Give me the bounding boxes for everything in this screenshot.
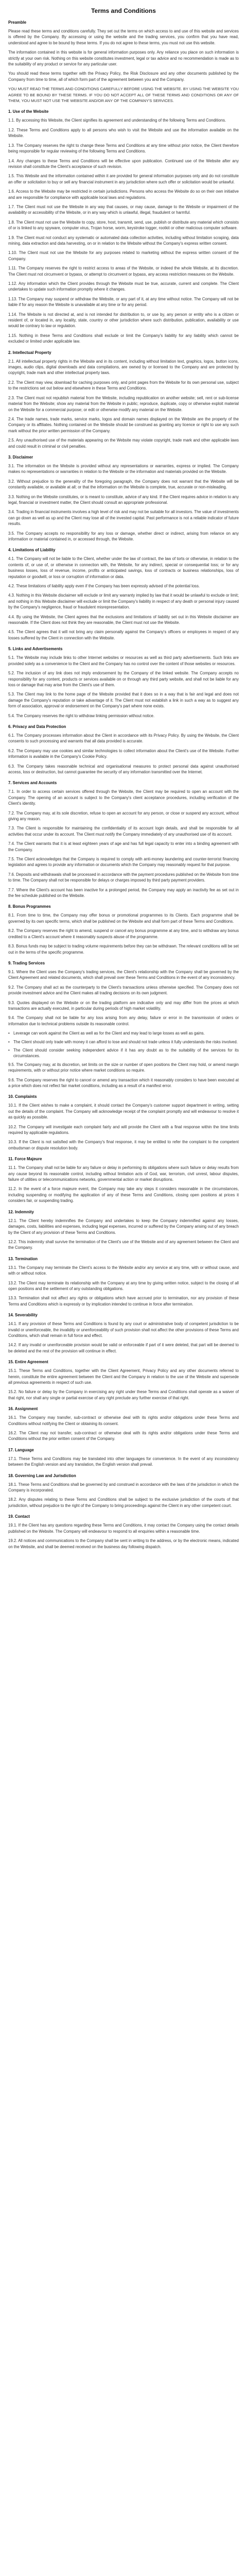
paragraph: 7.3. The Client is responsible for maintaining the confidentiality of its account login details, and shall be responsible for all activities that occur under its account. The Client must notify the Company immediately of any unauthorised use of its account. bbox=[8, 826, 239, 837]
section-heading: 18. Governing Law and Jurisdiction bbox=[8, 1473, 76, 1478]
section-heading: 5. Links and Advertisements bbox=[8, 647, 63, 652]
paragraph: 3.2. Without prejudice to the generality of the foregoing paragraph, the Company does not warrant that the Website will be constantly available, or available at all; or that the information on the Website is complete, true, accurate or non-misleading. bbox=[8, 479, 239, 490]
paragraph: You should read these terms together with the Privacy Policy, the Risk Disclosure and any other documents published by the Company from time to time, all of which form part of the agreement between you and the Company. bbox=[8, 71, 239, 82]
bullet-item: • The Client should only trade with money it can afford to lose and should not trade unless it fully understands the risks involved. bbox=[8, 1039, 239, 1045]
paragraph: 1.7. The Client must not use the Website in any way that causes, or may cause, damage to the Website or impairment of the availability or accessibility of the Website, or in any way which is unlawful, illegal, fraudulent or harmful. bbox=[8, 204, 239, 215]
section-heading: 8. Bonus Programmes bbox=[8, 904, 51, 909]
section-heading: 12. Indemnity bbox=[8, 1209, 34, 1214]
paragraph: 12.1. The Client hereby indemnifies the Company and undertakes to keep the Company indemnified against any losses, damages, costs, liabilities and expenses, including legal expenses, incurred or suffered by the Company arising out of any breach by the Client of any provision of these Terms and Conditions. bbox=[8, 1218, 239, 1235]
paragraph: The information contained in this website is for general information purposes only. Any reliance you place on such information is strictly at your own risk. Nothing on this website constitutes investment, legal or tax advice and no recommendation is made as to the suitability of any product or service for any particular user. bbox=[8, 50, 239, 67]
section-heading: 9. Trading Services bbox=[8, 960, 45, 965]
paragraph: 1.8. The Client must not use the Website to copy, store, host, transmit, send, use, publish or distribute any material which consists of or is linked to any spyware, computer virus, Trojan horse, worm, keystroke logger, rootkit or other malicious computer software. bbox=[8, 219, 239, 231]
paragraph: 10.3. If the Client is not satisfied with the Company's final response, it may be entitled to refer the complaint to the competent ombudsman or dispute resolution body. bbox=[8, 1140, 239, 1150]
paragraph: 2.5. Any unauthorised use of the materials appearing on the Website may violate copyright, trade mark and other applicable laws and could result in criminal or civil penalties. bbox=[8, 438, 239, 449]
section-heading: 7. Services and Accounts bbox=[8, 781, 57, 786]
paragraph: 18.2. Any disputes relating to these Terms and Conditions shall be subject to the exclusive jurisdiction of the courts of that jurisdiction, without prejudice to the right of the Company to bring proceedings against the Client in any other competent court. bbox=[8, 1497, 239, 1508]
paragraph: 5.2. The inclusion of any link does not imply endorsement by the Company of the linked website. The Company accepts no responsibility for any content, products or services available on or through any third party website, and shall not be liable for any loss or damage that may arise from the Client's use of them. bbox=[8, 671, 239, 687]
paragraph: 2.3. The Client must not republish material from the Website, including republication on another website; sell, rent or sub-license material from the Website; show any material from the Website in public; reproduce, duplicate, copy or otherwise exploit material on the Website for a commercial purpose; or edit or otherwise modify any material on the Website. bbox=[8, 395, 239, 412]
paragraph: 1.15. Nothing in these Terms and Conditions shall exclude or limit the Company's liability for any liability which cannot be excluded or limited under applicable law. bbox=[8, 333, 239, 344]
paragraph: 8.2. The Company reserves the right to amend, suspend or cancel any bonus programme at any time, and to withdraw any bonus credited to a Client's account where it reasonably suspects abuse of the programme. bbox=[8, 928, 239, 939]
paragraph: 6.3. The Company takes reasonable technical and organisational measures to protect personal data against unauthorised access, loss or destruction, but cannot guarantee the security of any information transmitted over the Internet. bbox=[8, 764, 239, 774]
paragraph: 1.4. Any changes to these Terms and Conditions will be effective upon publication. Continued use of the Website after any revision shall constitute the Client's acceptance of such revision. bbox=[8, 158, 239, 169]
paragraph: Please read these terms and conditions carefully. They set out the terms on which access to and use of this website and services is offered by the Company. By accessing or using the website and the trading services, you confirm that you have read, understood and agree to be bound by these terms. If you do not agree to these terms, you must not use this website. bbox=[8, 29, 239, 45]
paragraph: 9.4. The Company shall not be liable for any loss arising from any delay, failure or error in the transmission of orders or information due to technical problems outside its reasonable control. bbox=[8, 1015, 239, 1026]
paragraph: 17.1. These Terms and Conditions may be translated into other languages for convenience. In the event of any inconsistency between the English version and any translation, the English version shall prevail. bbox=[8, 1456, 239, 1467]
paragraph: 9.6. The Company reserves the right to cancel or amend any transaction which it reasonably considers to have been executed at a price which does not reflect fair market conditions, including as a result of a manifest error. bbox=[8, 1077, 239, 1088]
paragraph: 1.6. Access to the Website may be restricted in certain jurisdictions. Persons who access the Website do so on their own initiative and are responsible for compliance with applicable local laws and regulations. bbox=[8, 189, 239, 200]
paragraph: 6.2. The Company may use cookies and similar technologies to collect information about the Client's use of the Website. Further information is available in the Company's Cookie Policy. bbox=[8, 748, 239, 759]
paragraph: 1.5. This Website and the information contained within it are provided for general information purposes only and do not constitute an offer or solicitation to buy or sell any financial instrument in any jurisdiction where such offer or solicitation would be unlawful. bbox=[8, 174, 239, 184]
paragraph: 4.1. The Company will not be liable to the Client, whether under the law of contract, the law of torts or otherwise, in relation to the contents of, or use of, or otherwise in connection with, the Website, for any indirect, special or consequential loss; or for any business losses, loss of revenue, income, profits or anticipated savings, loss of contracts or business relationships, loss of reputation or goodwill, or loss or corruption of information or data. bbox=[8, 556, 239, 579]
paragraph: 1.2. These Terms and Conditions apply to all persons who wish to visit the Website and use the information available on the Website. bbox=[8, 127, 239, 139]
paragraph: 11.1. The Company shall not be liable for any failure or delay in performing its obligations where such failure or delay results from any cause beyond its reasonable control, including without limitation acts of God, war, terrorism, civil unrest, labour disputes, failure of utilities or telecommunications networks, governmental action or market disruptions. bbox=[8, 1165, 239, 1182]
paragraph: 19.2. All notices and communications to the Company shall be sent in writing to the address, or by the electronic means, indicated on the Website, and shall be deemed received on the business day following dispatch. bbox=[8, 1538, 239, 1549]
paragraph: 7.6. Deposits and withdrawals shall be processed in accordance with the payment procedures published on the Website from time to time. The Company shall not be responsible for delays or charges imposed by third party payment providers. bbox=[8, 872, 239, 883]
paragraph: 10.2. The Company will investigate each complaint fairly and will provide the Client with a final response within the time limits required by applicable regulations. bbox=[8, 1124, 239, 1136]
paragraph: 7.4. The Client warrants that it is at least eighteen years of age and has full legal capacity to enter into a binding agreement with the Company. bbox=[8, 841, 239, 852]
paragraph: 11.2. In the event of a force majeure event, the Company may take any steps it considers reasonable in the circumstances, including suspending or modifying the application of any of these Terms and Conditions, closing open positions at prices it considers fair, or suspending trading. bbox=[8, 1187, 239, 1204]
paragraph: 16.2. The Client may not transfer, sub-contract or otherwise deal with its rights and/or obligations under these Terms and Conditions without the prior written consent of the Company. bbox=[8, 1431, 239, 1442]
paragraph: 3.3. Nothing on the Website constitutes, or is meant to constitute, advice of any kind. If the Client requires advice in relation to any legal, financial or investment matter, the Client should consult an appropriate professional. bbox=[8, 494, 239, 505]
paragraph: 4.3. Nothing in this Website disclaimer will exclude or limit any warranty implied by law that it would be unlawful to exclude or limit; and nothing in this Website disclaimer will exclude or limit the Company's liability in respect of any death or personal injury caused by the Company's negligence, fraud or fraudulent misrepresentation. bbox=[8, 593, 239, 610]
paragraph: 1.1. By accessing this Website, the Client signifies its agreement and understanding of the following Terms and Conditions. bbox=[8, 118, 226, 123]
paragraph: 4.5. The Client agrees that it will not bring any claim personally against the Company's officers or employees in respect of any losses suffered by the Client in connection with the Website. bbox=[8, 630, 239, 640]
paragraph: 1.11. The Company reserves the right to restrict access to areas of the Website, or indeed the whole Website, at its discretion. The Client must not circumvent or bypass, or attempt to circumvent or bypass, any access restriction measures on the Website. bbox=[8, 266, 239, 277]
paragraph: 9.5. The Company may, at its discretion, set limits on the size or number of open positions the Client may hold, or amend margin requirements, with or without prior notice where market conditions so require. bbox=[8, 1062, 239, 1073]
section-heading: Preamble bbox=[8, 20, 27, 25]
paragraph: 14.2. If any invalid or unenforceable provision would be valid or enforceable if part of it were deleted, that part will be deemed to be deleted and the rest of the provision will continue in effect. bbox=[8, 1343, 239, 1353]
paragraph: 9.1. Where the Client uses the Company's trading services, the Client's relationship with the Company shall be governed by the Client Agreement and related documents, which shall prevail over these Terms and Conditions in the event of any inconsistency. bbox=[8, 969, 239, 980]
notice-paragraph: YOU MUST READ THE TERMS AND CONDITIONS CAREFULLY BEFORE USING THE WEBSITE. BY USING THE WEBSITE YOU AGREE TO BE BOUND BY THESE TERMS. IF YOU DO NOT ACCEPT ALL OF THESE TERMS AND CONDITIONS OR ANY OF THEM, YOU MUST NOT USE THE WEBSITE AND/OR ANY OF THE COMPANY'S SERVICES. bbox=[8, 87, 239, 104]
paragraph: 5.4. The Company reserves the right to withdraw linking permission without notice. bbox=[8, 713, 155, 718]
paragraph: 15.2. No failure or delay by the Company in exercising any right under these Terms and Conditions shall operate as a waiver of that right, nor shall any single or partial exercise of any right preclude any further exercise of that right. bbox=[8, 1389, 239, 1400]
paragraph: 3.4. Trading in financial instruments involves a high level of risk and may not be suitable for all investors. The value of investments can go down as well as up and the Client may lose all of the invested capital. Past performance is not a reliable indicator of future results. bbox=[8, 510, 239, 527]
paragraph: 3.1. The information on the Website is provided without any representations or warranties, express or implied. The Company makes no representations or warranties in relation to the Website or the information and materials provided on the Website. bbox=[8, 463, 239, 474]
paragraph: 10.1. If the Client wishes to make a complaint, it should contact the Company's customer support department in writing, setting out the details of the complaint. The Company will acknowledge receipt of the complaint promptly and will endeavour to resolve it as quickly as possible. bbox=[8, 1103, 239, 1120]
paragraph: 13.1. The Company may terminate the Client's access to the Website and/or any service at any time, with or without cause, and with or without notice. bbox=[8, 1265, 239, 1276]
paragraph: 12.2. This indemnity shall survive the termination of the Client's use of the Website and of any agreement between the Client and the Company. bbox=[8, 1239, 239, 1250]
paragraph: 2.4. The trade names, trade marks, service marks, logos and domain names displayed on the Website are the property of the Company or its affiliates. Nothing contained on the Website should be construed as granting any licence or right to use any such mark without the prior written permission of the Company. bbox=[8, 416, 239, 433]
paragraph: 1.13. The Company may suspend or withdraw the Website, or any part of it, at any time without notice. The Company will not be liable if for any reason the Website is unavailable at any time or for any period. bbox=[8, 296, 239, 308]
section-heading: 13. Termination bbox=[8, 1256, 38, 1261]
paragraph: 7.1. In order to access certain services offered through the Website, the Client may be required to open an account with the Company. The opening of an account is subject to the Company's client acceptance procedures, including verification of the Client's identity. bbox=[8, 789, 239, 806]
section-heading: 17. Language bbox=[8, 1447, 34, 1452]
page-title: Terms and Conditions bbox=[91, 7, 156, 14]
bullet-item: • The Client should consider seeking independent advice if it has any doubt as to the suitability of the services for its circumstances. bbox=[8, 1047, 239, 1059]
paragraph: 14.1. If any provision of these Terms and Conditions is found by any court or administrative body of competent jurisdiction to be invalid or unenforceable, the invalidity or unenforceability of such provision shall not affect the other provisions of these Terms and Conditions, which shall remain in full force and effect. bbox=[8, 1321, 239, 1338]
section-heading: 10. Complaints bbox=[8, 1094, 37, 1099]
section-heading: 2. Intellectual Property bbox=[8, 350, 51, 355]
section-heading: 4. Limitations of Liability bbox=[8, 548, 56, 553]
bullet-item: • Leverage can work against the Client as well as for the Client and may lead to large losses as well as gains. bbox=[8, 1030, 239, 1036]
paragraph: 13.2. The Client may terminate its relationship with the Company at any time by giving written notice, subject to the closing of all open positions and the settlement of any outstanding obligations. bbox=[8, 1280, 239, 1291]
section-heading: 16. Assignment bbox=[8, 1406, 38, 1412]
section-heading: 1. Use of the Website bbox=[8, 109, 49, 114]
paragraph: 6.1. The Company processes information about the Client in accordance with its Privacy Policy. By using the Website, the Client consents to such processing and warrants that all data provided is accurate. bbox=[8, 733, 239, 744]
paragraph: 2.1. All intellectual property rights in the Website and in its content, including without limitation text, graphics, logos, button icons, images, audio clips, digital downloads and data compilations, are owned by or licensed to the Company and are protected by copyright, trade mark and other intellectual property laws. bbox=[8, 359, 239, 376]
paragraph: 1.12. Any information which the Client provides through the Website must be true, accurate, current and complete. The Client undertakes to update such information promptly where it changes. bbox=[8, 281, 239, 292]
paragraph: 19.1. If the Client has any questions regarding these Terms and Conditions, it may contact the Company using the contact details published on the Website. The Company will endeavour to respond to all enquiries within a reasonable time. bbox=[8, 1523, 239, 1534]
paragraph: 5.3. The Client may link to the home page of the Website provided that it does so in a way that is fair and legal and does not damage the Company's reputation or take advantage of it. The Client must not establish a link in such a way as to suggest any form of association, approval or endorsement on the Company's part where none exists. bbox=[8, 692, 239, 709]
document-body bbox=[8, 20, 239, 1550]
paragraph: 13.3. Termination shall not affect any rights or obligations which have accrued prior to termination, nor any provision of these Terms and Conditions which is expressly or by implication intended to continue in force after termination. bbox=[8, 1296, 239, 1307]
paragraph: 1.10. The Client must not use the Website for any purposes related to marketing without the express written consent of the Company. bbox=[8, 250, 239, 261]
paragraph: 2.2. The Client may view, download for caching purposes only, and print pages from the Website for its own personal use, subject to the restrictions set out below and elsewhere in these Terms and Conditions. bbox=[8, 380, 239, 391]
section-heading: 6. Privacy and Data Protection bbox=[8, 724, 66, 729]
paragraph: 1.9. The Client must not conduct any systematic or automated data collection activities, including without limitation scraping, data mining, data extraction and data harvesting, on or in relation to the Website without the Company's express written consent. bbox=[8, 235, 239, 246]
paragraph: 9.3. Quotes displayed on the Website or on the trading platform are indicative only and may differ from the prices at which transactions are actually executed, in particular during periods of high market volatility. bbox=[8, 1000, 239, 1011]
paragraph: 8.1. From time to time, the Company may offer bonus or promotional programmes to its Clients. Each programme shall be governed by its own specific terms, which shall be published on the Website and shall form part of these Terms and Conditions. bbox=[8, 913, 239, 924]
paragraph: 9.2. The Company shall act as the counterparty to the Client's transactions unless otherwise specified. The Company does not provide investment advice and the Client makes all trading decisions on its own judgment. bbox=[8, 985, 239, 996]
paragraph: 1.14. The Website is not directed at, and is not intended for distribution to, or use by, any person or entity who is a citizen or resident of, or located in, any locality, state, country or other jurisdiction where such distribution, publication, availability or use would be contrary to law or regulation. bbox=[8, 312, 239, 329]
paragraph: 16.1. The Company may transfer, sub-contract or otherwise deal with its rights and/or obligations under these Terms and Conditions without notifying the Client or obtaining its consent. bbox=[8, 1415, 239, 1426]
paragraph: 5.1. The Website may include links to other Internet websites or resources as well as third party advertisements. Such links are provided solely as a convenience to the Client and the Company has no control over the content of those websites or resources. bbox=[8, 655, 239, 666]
paragraph: 8.3. Bonus funds may be subject to trading volume requirements before they can be withdrawn. The relevant conditions will be set out in the terms of the specific programme. bbox=[8, 944, 239, 955]
section-heading: 11. Force Majeure bbox=[8, 1157, 42, 1162]
paragraph: 7.7. Where the Client's account has been inactive for a prolonged period, the Company may apply an inactivity fee as set out in the fee schedule published on the Website. bbox=[8, 887, 239, 899]
paragraph: 7.2. The Company may, at its sole discretion, refuse to open an account for any person, or close or suspend any account, without giving any reason. bbox=[8, 810, 239, 821]
paragraph: 1.3. The Company reserves the right to change these Terms and Conditions at any time without prior notice, the Client therefore being responsible for regular reviewing of the following Terms and Conditions. bbox=[8, 143, 239, 154]
paragraph: 3.5. The Company accepts no responsibility for any loss or damage, whether direct or indirect, arising from reliance on any information or material contained in, or accessed through, the Website. bbox=[8, 531, 239, 541]
paragraph: 15.1. These Terms and Conditions, together with the Client Agreement, Privacy Policy and any other documents referred to herein, constitute the entire agreement between the Client and the Company in relation to the use of the Website and supersede all previous agreements in respect of such use. bbox=[8, 1368, 239, 1385]
paragraph: 18.1. These Terms and Conditions shall be governed by and construed in accordance with the laws of the jurisdiction in which the Company is incorporated. bbox=[8, 1482, 239, 1493]
section-heading: 15. Entire Agreement bbox=[8, 1360, 48, 1365]
paragraph: 4.2. These limitations of liability apply even if the Company has been expressly advised of the potential loss. bbox=[8, 584, 200, 589]
paragraph: 7.5. The Client acknowledges that the Company is required to comply with anti-money laundering and counter-terrorist financing legislation and agrees to provide any information or documents which the Company may reasonably request for that purpose. bbox=[8, 857, 239, 868]
section-heading: 19. Contact bbox=[8, 1514, 30, 1519]
section-heading: 3. Disclaimer bbox=[8, 454, 33, 460]
section-heading: 14. Severability bbox=[8, 1313, 38, 1318]
paragraph: 4.4. By using the Website, the Client agrees that the exclusions and limitations of liability set out in this Website disclaimer are reasonable. If the Client does not think they are reasonable, the Client must not use the Website. bbox=[8, 614, 239, 625]
